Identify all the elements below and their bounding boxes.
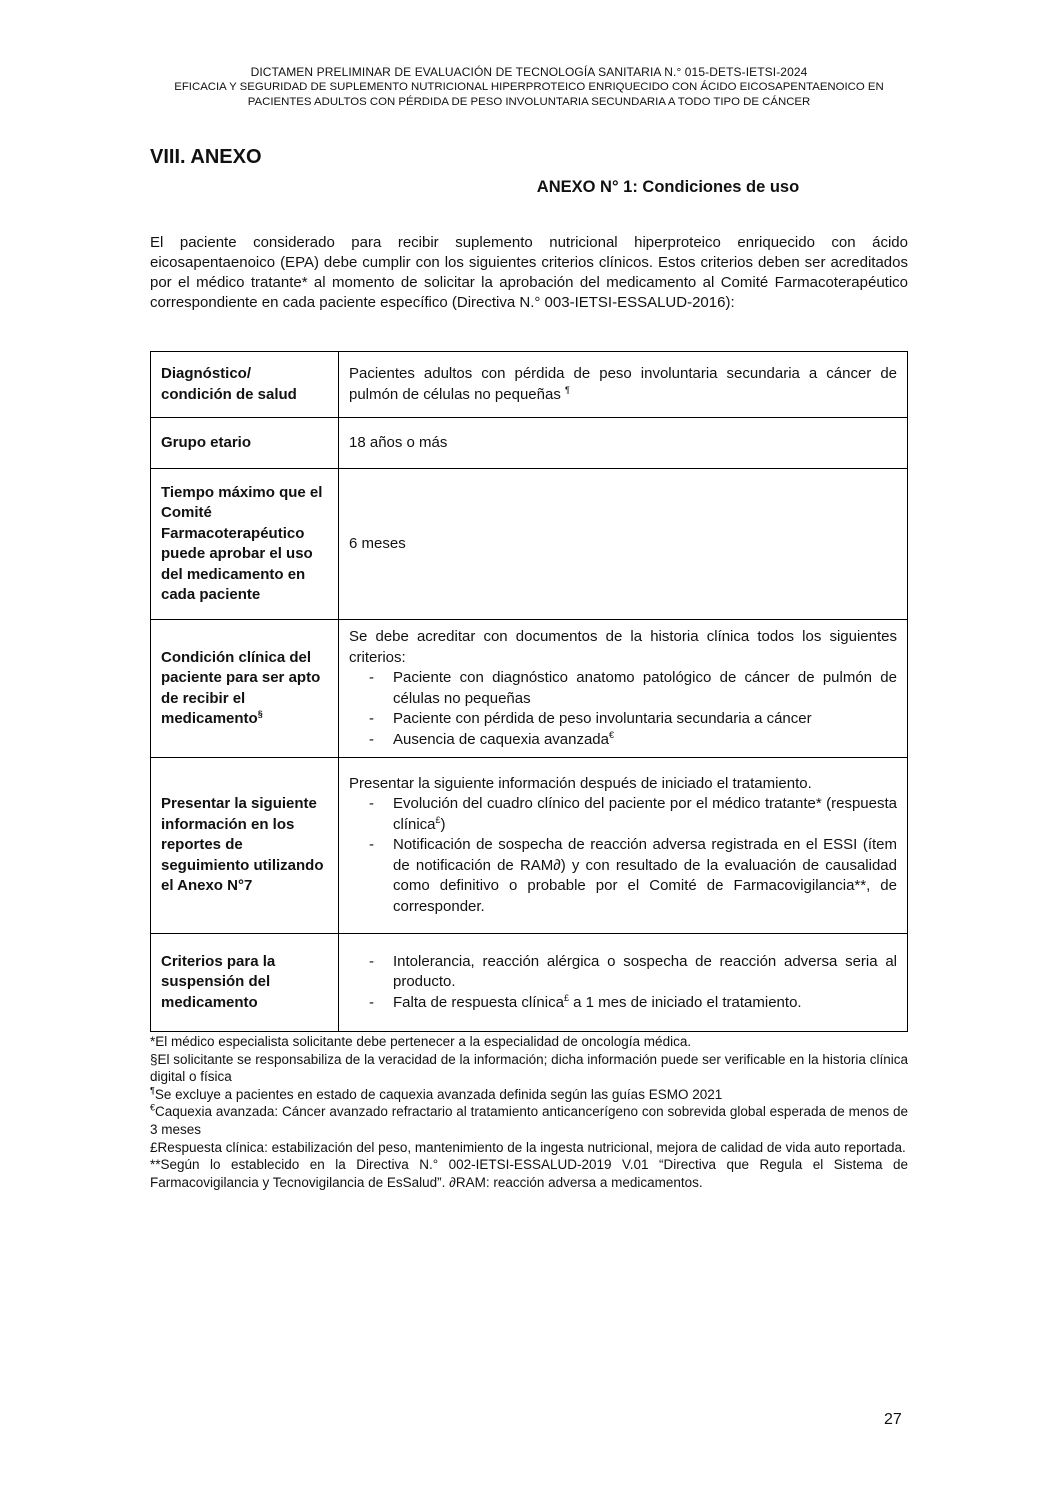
list-item: - Paciente con diagnóstico anatomo patológico de cáncer de pulmón de células no pequeñas bbox=[349, 668, 897, 709]
list-item bbox=[349, 993, 897, 1014]
row-label bbox=[151, 620, 339, 758]
document-header-subtitle-line1: EFICACIA Y SEGURIDAD DE SUPLEMENTO NUTRICIONAL HIPERPROTEICO ENRIQUECIDO CON ÁCIDO EICOSAPENTAENOICO EN bbox=[174, 81, 884, 93]
footnote-mark: ¶ bbox=[150, 1085, 155, 1096]
footnote-mark: £ bbox=[563, 992, 569, 1003]
row-value bbox=[339, 352, 908, 418]
annex-title bbox=[150, 178, 908, 197]
footnote-mark: § bbox=[257, 709, 263, 719]
footnote-mark: ¶ bbox=[565, 384, 570, 395]
row-label-text: Condición clínica del paciente para ser apto de recibir el medicamento bbox=[161, 648, 321, 727]
table-row-follow-up-reports bbox=[151, 758, 908, 934]
row-value: 6 meses bbox=[339, 469, 908, 620]
row-label-line2: condición de salud bbox=[161, 385, 297, 403]
table-row-suspension-criteria bbox=[151, 934, 908, 1032]
list-item-text: Falta de respuesta clínica bbox=[393, 993, 564, 1011]
intro-paragraph: El paciente considerado para recibir suplemento nutricional hiperproteico enriquecido con ácido eicosapentaenoico (EPA) debe cumplir con los siguientes criterios clínicos. Estos criterios deben ser acreditados por el médico tratante* al momento de solicitar la aprobación del medicamento al Comité Farmacoterapéutico correspondiente en cada paciente específico (Directiva N.° 003-IETSI-ESSALUD-2016): bbox=[150, 234, 908, 311]
row-label: Tiempo máximo que el Comité Farmacoterapéutico puede aprobar el uso del medicamento en cada paciente bbox=[151, 469, 339, 620]
list-item: - Paciente con pérdida de peso involuntaria secundaria a cáncer bbox=[349, 709, 897, 730]
footnote-cachexia bbox=[150, 1103, 908, 1138]
footnote-text: Se excluye a pacientes en estado de caquexia avanzada definida según las guías ESMO 2021 bbox=[154, 1086, 723, 1102]
list-item: - Intolerancia, reacción alérgica o sospecha de reacción adversa seria al producto. bbox=[349, 952, 897, 993]
table-row-age-group bbox=[151, 418, 908, 469]
followup-intro: Presentar la siguiente información después de iniciado el tratamiento. bbox=[349, 774, 812, 792]
row-label: Grupo etario bbox=[151, 418, 339, 469]
table-row-max-time bbox=[151, 469, 908, 620]
row-value bbox=[339, 934, 908, 1032]
list-item bbox=[349, 794, 897, 835]
list-item-text-end: ) bbox=[440, 815, 446, 833]
section-title: VIII. ANEXO bbox=[150, 146, 262, 168]
document-header-subtitle-line2: PACIENTES ADULTOS CON PÉRDIDA DE PESO INVOLUNTARIA SECUNDARIA A TODO TIPO DE CÁNCER bbox=[247, 96, 811, 108]
footnote-directive: **Según lo establecido en la Directiva N.° 002-IETSI-ESSALUD-2019 V.01 “Directiva que Regula el Sistema de Farmacovigilancia y Tecnovigilancia de EsSalud”. ∂RAM: reacción adversa a medicamentos. bbox=[150, 1157, 908, 1190]
table-row-clinical-condition bbox=[151, 620, 908, 758]
criteria-list bbox=[349, 668, 897, 750]
document-header-title: DICTAMEN PRELIMINAR DE EVALUACIÓN DE TECNOLOGÍA SANITARIA N.° 015-DETS-IETSI-2024 bbox=[250, 65, 808, 79]
criteria-intro: Se debe acreditar con documentos de la historia clínica todos los siguientes criterios: bbox=[349, 628, 897, 666]
footnote-mark: € bbox=[609, 729, 615, 740]
footnotes bbox=[150, 1033, 908, 1191]
footnote-mark: € bbox=[150, 1102, 156, 1113]
row-label-line1: Diagnóstico/ bbox=[161, 365, 252, 382]
footnote-specialist: *El médico especialista solicitante debe pertenecer a la especialidad de oncología médica. bbox=[150, 1034, 692, 1049]
footnote-mark: £ bbox=[435, 814, 441, 825]
row-label: Criterios para la suspensión del medicamento bbox=[151, 934, 339, 1032]
page-number: 27 bbox=[884, 1411, 902, 1428]
footnote-clinical-response: £Respuesta clínica: estabilización del peso, mantenimiento de la ingesta nutricional, mejora de calidad de vida auto reportada. bbox=[150, 1139, 906, 1155]
list-item-text: Ausencia de caquexia avanzada bbox=[393, 730, 609, 748]
followup-list bbox=[349, 794, 897, 917]
list-item bbox=[349, 730, 897, 751]
diagnosis-text: Pacientes adultos con pérdida de peso involuntaria secundaria a cáncer de pulmón de células no pequeñas bbox=[349, 365, 897, 403]
row-label: Presentar la siguiente información en los reportes de seguimiento utilizando el Anexo N°7 bbox=[151, 758, 339, 934]
list-item-text: Evolución del cuadro clínico del paciente por el médico tratante* (respuesta clínica bbox=[393, 795, 897, 833]
list-item-text-end: a 1 mes de iniciado el tratamiento. bbox=[568, 993, 802, 1011]
suspension-list bbox=[349, 952, 897, 1014]
footnote-responsibility: §El solicitante se responsabiliza de la veracidad de la información; dicha información puede ser verificable en la historia clínica digital o física bbox=[150, 1051, 908, 1085]
row-label bbox=[151, 352, 339, 418]
annex-title-text: ANEXO N° 1: Condiciones de uso bbox=[536, 178, 800, 196]
conditions-table bbox=[150, 351, 908, 1032]
footnote-text: Caquexia avanzada: Cáncer avanzado refractario al tratamiento anticancerígeno con sobrevida global esperada de menos de 3 meses bbox=[150, 1104, 908, 1137]
table-row-diagnosis bbox=[151, 352, 908, 418]
footnote-exclusion bbox=[150, 1086, 908, 1104]
list-item: - Notificación de sospecha de reacción adversa registrada en el ESSI (ítem de notificación de RAM∂) y con resultado de la evaluación de causalidad como definitivo o probable por el Comité de Farmacovigilancia**, de corresponder. bbox=[349, 835, 897, 917]
row-value: 18 años o más bbox=[339, 418, 908, 469]
row-value bbox=[339, 758, 908, 934]
row-value bbox=[339, 620, 908, 758]
